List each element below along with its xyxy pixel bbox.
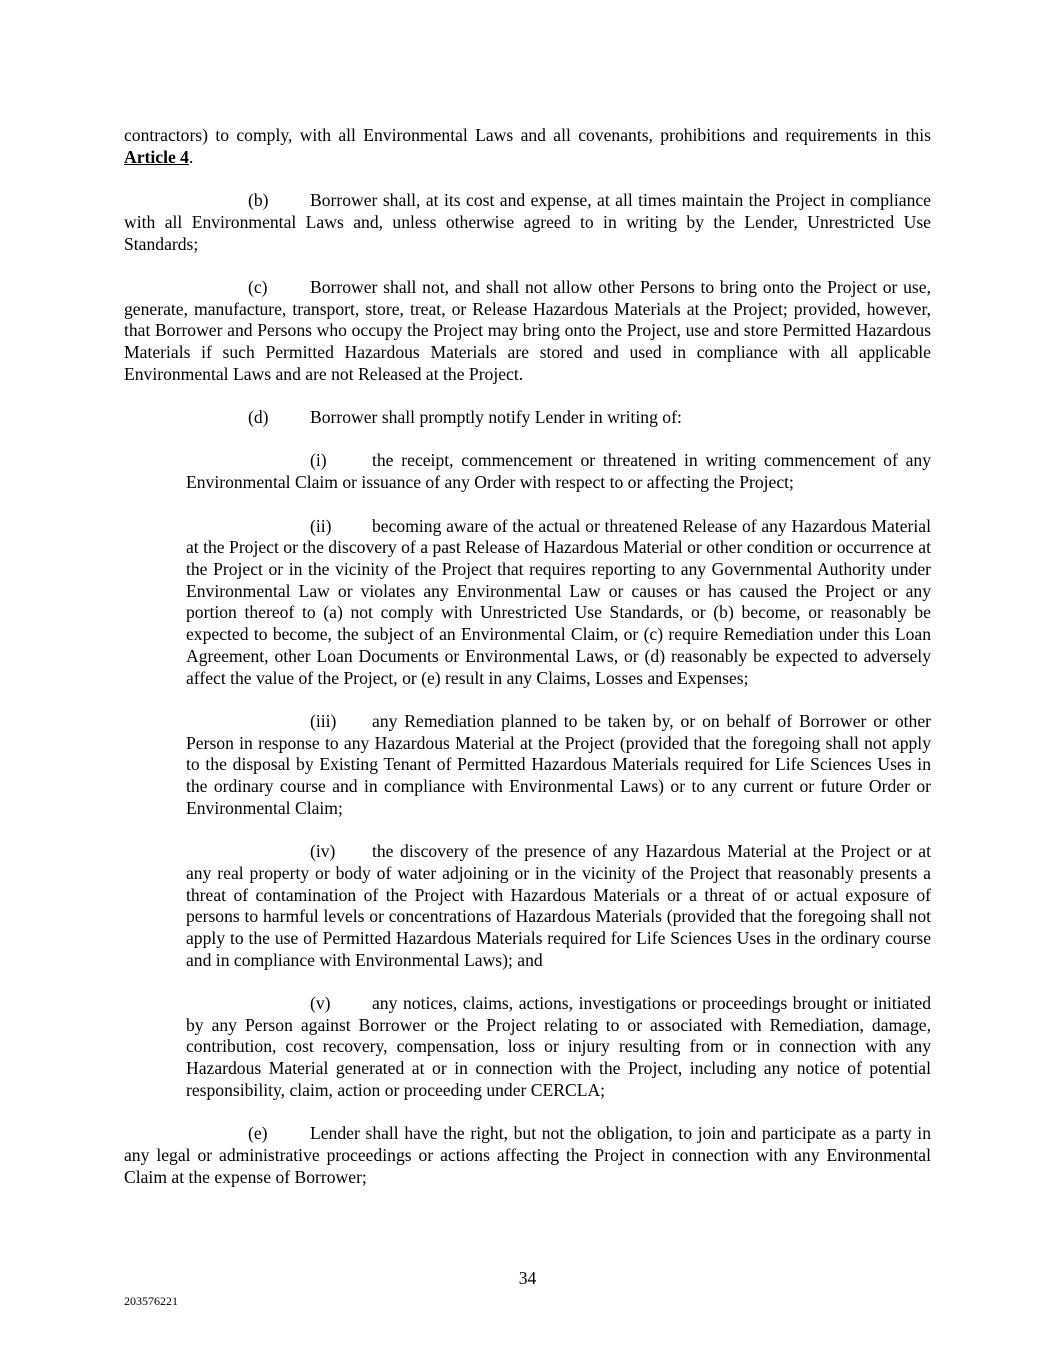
- paragraph-d: [124, 407, 931, 429]
- paragraph-label: (b): [248, 190, 269, 211]
- paragraph-text: Borrower shall not, and shall not allow other Persons to bring onto the Project or use, generate, manufacture, transport, store, treat, or Release Hazardous Materials at the Project; provided, however, that Borrower and Persons who occupy the Project may bring onto the Project, use and store Permitted Hazardous Materials if such Permitted Hazardous Materials are stored and used in compliance with all applicable Environmental Laws and are not Released at the Project.: [124, 276, 931, 384]
- paragraph-label: (d): [248, 407, 269, 428]
- paragraph-text: Borrower shall, at its cost and expense, at all times maintain the Project in compliance with all Environmental Laws and, unless otherwise agreed to in writing by the Lender, Unrestricted Use Standards;: [124, 190, 931, 254]
- subitem-label: (iii): [310, 710, 337, 731]
- paragraph-c: [124, 277, 931, 386]
- paragraph-text: Borrower shall promptly notify Lender in writing of:: [310, 407, 682, 428]
- subitem-label: (iv): [310, 841, 336, 862]
- subitem-v: [186, 993, 931, 1102]
- document-id: 203576221: [124, 1294, 178, 1308]
- subitem-ii: [186, 516, 931, 690]
- paragraph-text: Lender shall have the right, but not the obligation, to join and participate as a party in any legal or administrative proceedings or actions affecting the Project in connection with any Environmental Claim at the expense of Borrower;: [124, 1123, 931, 1187]
- subitem-text: the receipt, commencement or threatened in writing commencement of any Environmental Claim or issuance of any Order with respect to or affecting the Project;: [186, 450, 931, 493]
- document-body: [124, 125, 931, 1210]
- paragraph-b: [124, 190, 931, 255]
- subitem-iii: [186, 711, 931, 820]
- paragraph-e: [124, 1123, 931, 1188]
- subitem-iv: [186, 841, 931, 971]
- intro-text-end: .: [188, 146, 194, 167]
- subitem-text: becoming aware of the actual or threatened Release of any Hazardous Material at the Project or the discovery of a past Release of Hazardous Material or other condition or occurrence at the Project or in the vicinity of the Project that requires reporting to any Governmental Authority under Environmental Law or violates any Environmental Law or causes or has caused the Project or any portion thereof to (a) not comply with Unrestricted Use Standards, or (b) become, or reasonably be expected to become, the subject of an Environmental Claim, or (c) require Remediation under this Loan Agreement, other Loan Documents or Environmental Laws, or (d) reasonably be expected to adversely affect the value of the Project, or (e) result in any Claims, Losses and Expenses;: [186, 515, 931, 688]
- subitem-label: (i): [310, 450, 327, 471]
- subitem-label: (ii): [310, 515, 332, 536]
- subitem-label: (v): [310, 993, 331, 1013]
- subitem-i: [186, 450, 931, 493]
- subitem-text: any Remediation planned to be taken by, or on behalf of Borrower or other Person in response to any Hazardous Material at the Project (provided that the foregoing shall not apply to the disposal by Existing Tenant of Permitted Hazardous Materials required for Life Sciences Uses in the ordinary course and in compliance with Environmental Laws) or to any current or future Order or Environmental Claim;: [186, 710, 931, 818]
- subitem-text: the discovery of the presence of any Hazardous Material at the Project or at any real property or body of water adjoining or in the vicinity of the Project that reasonably presents a threat of contamination of the Project with Hazardous Materials or a threat of or actual exposure of persons to harmful levels or concentrations of Hazardous Materials (provided that the foregoing shall not apply to the use of Permitted Hazardous Materials required for Life Sciences Uses in the ordinary course and in compliance with Environmental Laws); and: [186, 841, 931, 970]
- subitem-text: any notices, claims, actions, investigations or proceedings brought or initiated by any Person against Borrower or the Project relating to or associated with Remediation, damage, contribution, cost recovery, compensation, loss or injury resulting from or in connection with any Hazardous Material generated at or in connection with the Project, including any notice of potential responsibility, claim, action or proceeding under CERCLA;: [186, 993, 931, 1100]
- paragraph-label: (c): [248, 276, 268, 297]
- page-number: 34: [518, 1268, 537, 1288]
- paragraph-label: (e): [248, 1123, 268, 1144]
- intro-text: contractors) to comply, with all Environmental Laws and all covenants, prohibitions and requirements in this: [124, 125, 931, 145]
- intro-paragraph: [124, 125, 931, 168]
- article-reference: Article 4: [124, 146, 189, 167]
